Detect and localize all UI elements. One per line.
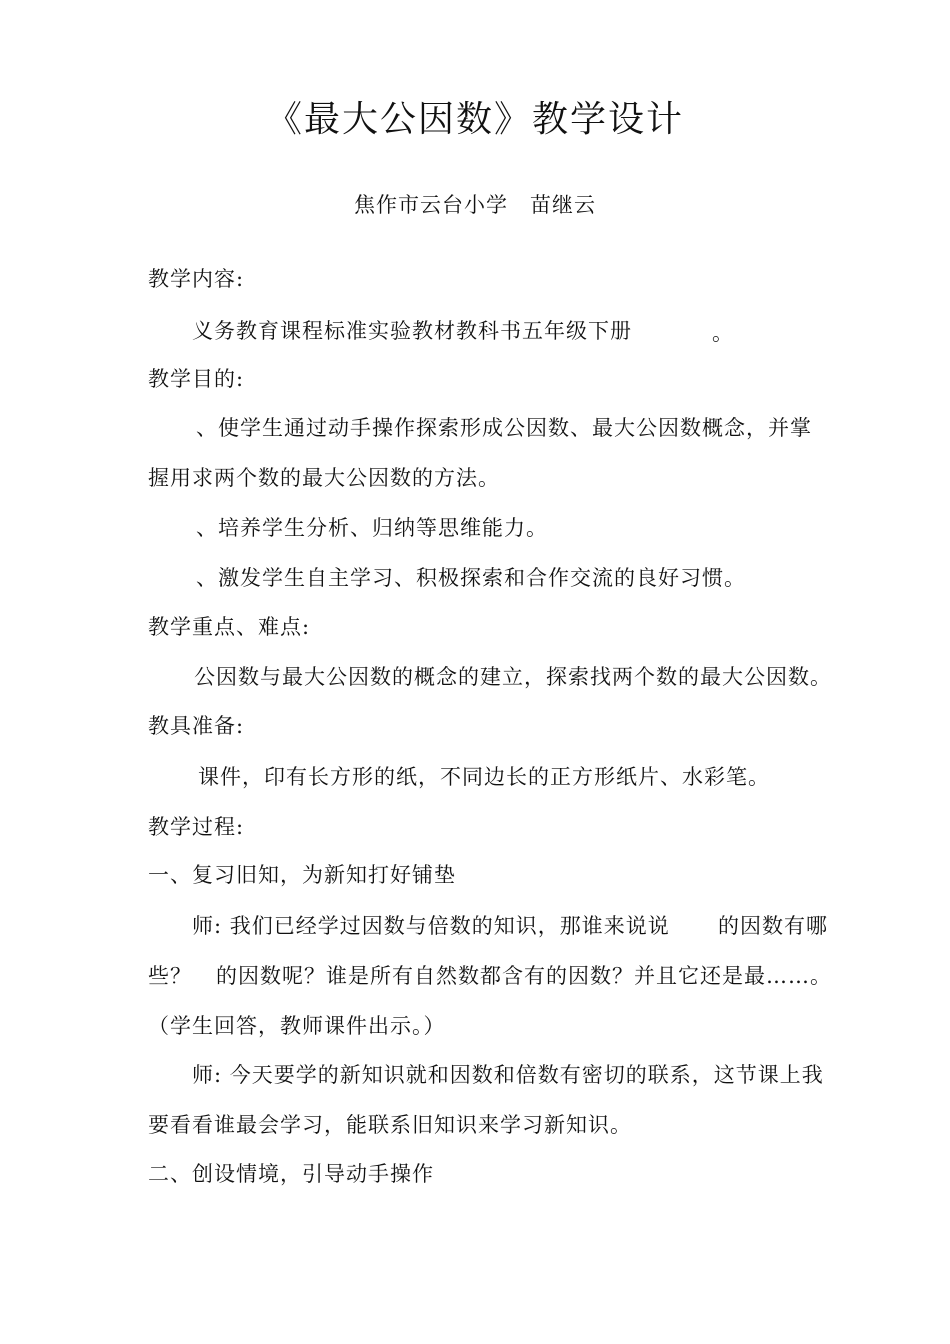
- step-1-para-1-line-2-part-2: 的因数呢？谁是所有自然数都含有的因数？并且它还是最……。: [216, 964, 832, 988]
- goal-1-line-1: 、使学生通过动手操作探索形成公因数、最大公因数概念，并掌: [196, 416, 812, 440]
- step-1-para-2-line-1: 师: 今天要学的新知识就和因数和倍数有密切的联系，这节课上我: [192, 1063, 824, 1087]
- goal-3: 、激发学生自主学习、积极探索和合作交流的良好习惯。: [196, 566, 746, 590]
- step-1-para-1-line-1-part-1: 师: 我们已经学过因数与倍数的知识，那谁来说说: [192, 914, 670, 938]
- goals-heading: 教学目的:: [148, 367, 245, 391]
- goal-1-line-2: 握用求两个数的最大公因数的方法。: [148, 466, 500, 490]
- keypoints-text: 公因数与最大公因数的概念的建立，探索找两个数的最大公因数。: [194, 665, 832, 689]
- step-1-para-1-line-3: （学生回答，教师课件出示。）: [148, 1014, 446, 1038]
- page-title: 《最大公因数》教学设计: [265, 99, 684, 140]
- step-1-para-2-line-2: 要看看谁最会学习，能联系旧知识来学习新知识。: [148, 1113, 632, 1137]
- content-text: 义务教育课程标准实验教材教科书五年级下册: [192, 319, 632, 343]
- step-1-para-1-line-2-part-1: 些？: [148, 964, 192, 988]
- author-line: [0, 190, 950, 220]
- step-1-para-1-line-1-part-2: 的因数有哪: [718, 914, 828, 938]
- step-1-heading: 一、复习旧知，为新知打好铺垫: [148, 863, 456, 887]
- keypoints-heading: 教学重点、难点:: [148, 615, 311, 639]
- author-school: 焦作市云台小学: [354, 193, 508, 217]
- process-heading: 教学过程:: [148, 815, 245, 839]
- tools-heading: 教具准备:: [148, 714, 245, 738]
- goal-2: 、培养学生分析、归纳等思维能力。: [196, 516, 548, 540]
- content-heading: 教学内容:: [148, 267, 245, 291]
- content-tail: 。: [712, 321, 734, 345]
- step-2-heading: 二、创设情境，引导动手操作: [148, 1162, 434, 1186]
- tools-text: 课件，印有长方形的纸，不同边长的正方形纸片、水彩笔。: [198, 765, 770, 789]
- author-name: 苗继云: [530, 193, 596, 217]
